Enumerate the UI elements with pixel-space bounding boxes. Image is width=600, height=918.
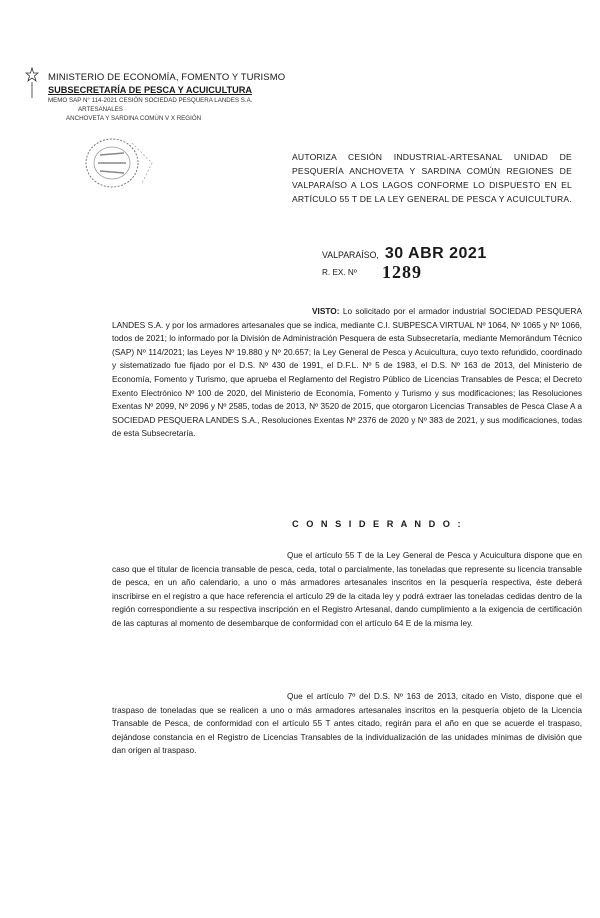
date-city: VALPARAÍSO, (322, 250, 379, 260)
reference-line-1: MEMO SAP N° 114-2021 CESIÓN SOCIEDAD PESQUERA LANDES S.A. (48, 97, 253, 104)
reference-line-3: ANCHOVETA Y SARDINA COMÚN V X REGIÓN (66, 115, 202, 122)
resolution-label: R. EX. Nº (322, 268, 357, 277)
considerando-paragraph-1: Que el artículo 55 T de la Ley General de Pesca y Acuicultura dispone que en caso que el titular de licencia transable de pesca, ceda, total o parcialmente, las toneladas que represente su licencia transable de pesca, en un año calendario, a uno o más armadores artesanales inscritos en la pesquería respectiva, éste deberá inscribirse en el registro a que hace referencia el artículo 29 de la citada ley y podrá extraer las toneladas cedidas dentro de la región correspondiente a su respectiva inscripción en el Registro Artesanal, dando cumplimiento a la exigencia de certificación de las capturas al momento de desembarque de conformidad con el artículo 64 E de la misma ley. (112, 550, 582, 628)
considerando-heading: C O N S I D E R A N D O : (292, 519, 464, 529)
resolution-subject: AUTORIZA CESIÓN INDUSTRIAL-ARTESANAL UNIDAD DE PESQUERÍA ANCHOVETA Y SARDINA COMÚN REGIONES DE VALPARAÍSO A LOS LAGOS CONFORME LO DISPUESTO EN EL ARTÍCULO 55 T DE LA LEY GENERAL DE PESCA Y ACUICULTURA. (292, 152, 572, 204)
resolution-number-line (322, 262, 422, 282)
ministry-name: MINISTERIO DE ECONOMÍA, FOMENTO Y TURISMO (48, 72, 286, 83)
visto-label: VISTO: (312, 306, 340, 316)
letterhead (38, 72, 298, 123)
visto-paragraph (112, 305, 582, 441)
subsecretaria-name: SUBSECRETARÍA DE PESCA Y ACUICULTURA (48, 85, 253, 95)
visto-section (112, 305, 582, 441)
date-line (322, 245, 487, 263)
office-stamp-icon (82, 133, 164, 197)
visto-text: Lo solicitado por el armador industrial SOCIEDAD PESQUERA LANDES S.A. y por los armadores artesanales que se indica, mediante C.I. SUBPESCA VIRTUAL Nº 1064, Nº 1065 y Nº 1066, todos de 2021; lo informado por la División de Administración Pesquera de esta Subsecretaría, mediante Memorándum Técnico (SAP) Nº 114/2021; las Leyes Nº 19.880 y Nº 20.657; la Ley General de Pesca y Acuicultura, cuyo texto refundido, coordinado y sistematizado fue fijado por el D.S. Nº 430 de 1991, el D.F.L. Nº 5 de 1983, el D.S. Nº 163 de 2013, del Ministerio de Economía, Fomento y Turismo, que aprueba el Reglamento del Registro Público de Licencias Transables de Pesca; el Decreto Exento Electrónico Nº 100 de 2020, del Ministerio de Economía, Fomento y Turismo y sus modificaciones; las Resoluciones Exentas Nº 2099, Nº 2096 y Nº 2585, todas de 2013, Nº 3520 de 2015, que otorgaron Licencias Transables de Pesca Clase A a SOCIEDAD PESQUERA LANDES S.A., Resoluciones Exentas Nº 2376 de 2020 y Nº 383 de 2021, y sus modificaciones, todas de esta Subsecretaría. (112, 306, 582, 439)
considerando-paragraph-2: Que el artículo 7º del D.S. Nº 163 de 2013, citado en Visto, dispone que el traspaso de toneladas que se realicen a uno o más armadores artesanales inscritos en la pesquería objeto de la Licencia Transable de Pesca, de conformidad con el artículo 55 T antes citado, regirán para el año en que se acuerde el traspaso, dejándose constancia en el Registro de Licencias Transables de la individualización de las unidades mínimas de división que dan origen al traspaso. (112, 691, 582, 756)
reference-line-2: ARTESANALES (78, 106, 123, 113)
resolution-number: 1289 (382, 262, 422, 282)
date-stamp: 30 ABR 2021 (384, 245, 487, 262)
